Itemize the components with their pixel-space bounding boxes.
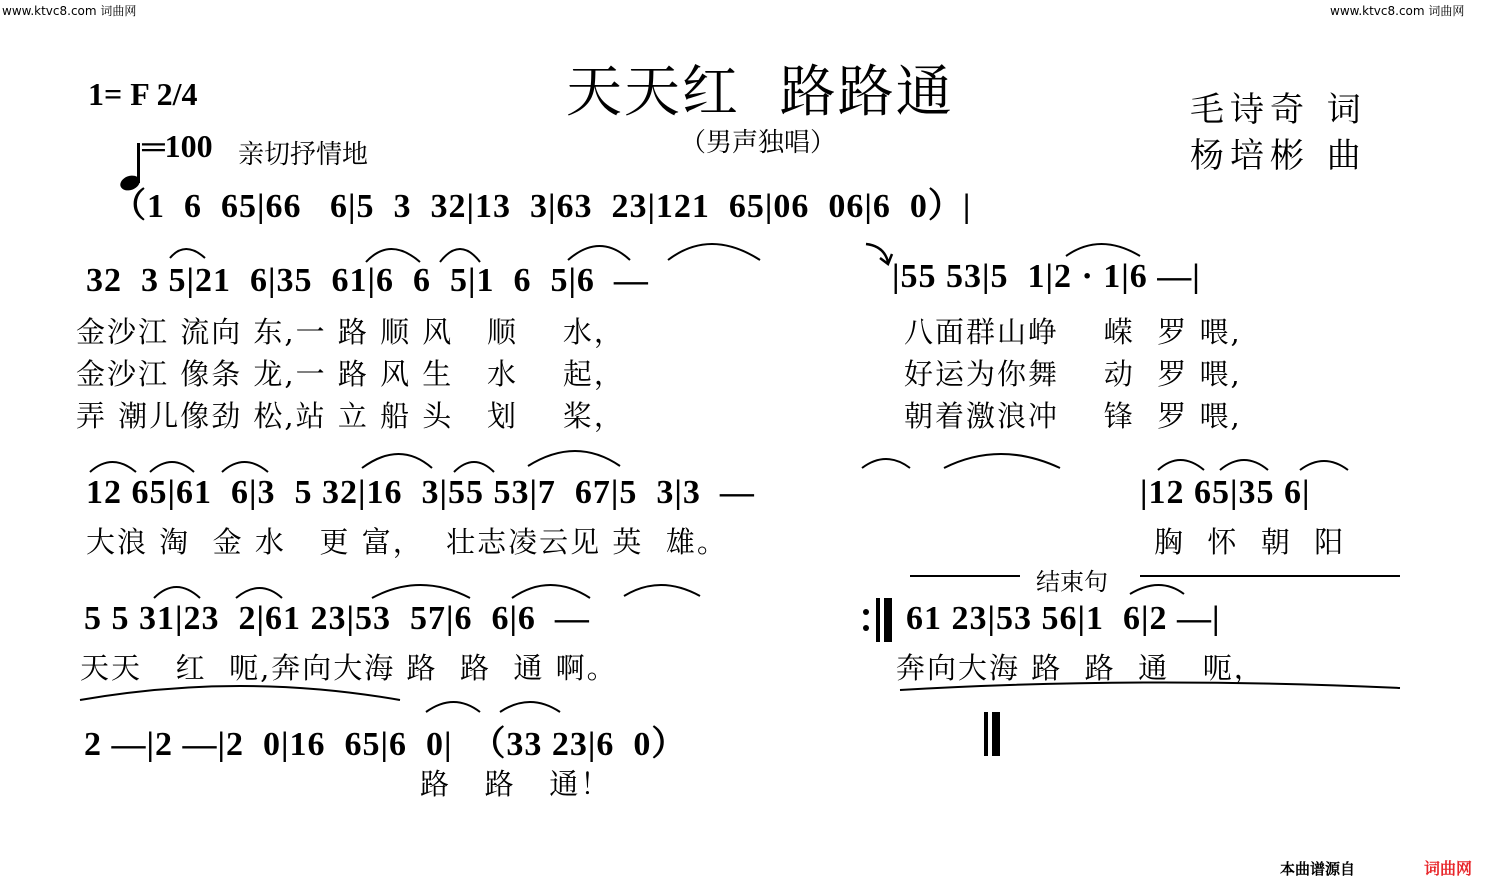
slur-mark bbox=[150, 462, 194, 472]
slur-mark bbox=[862, 459, 910, 468]
slur-mark bbox=[1300, 461, 1348, 470]
ending-label: 结束句 bbox=[1036, 568, 1108, 596]
lyricist-credit: 毛诗奇 词 bbox=[1190, 90, 1367, 130]
slur-mark bbox=[500, 702, 560, 712]
lyric-line-4b: 奔向大海 路 路 通 呃， bbox=[896, 651, 1265, 685]
slur-mark bbox=[454, 462, 494, 472]
score-line-5: 2 —|2 —|2 0|16 65|6 0| （33 23|6 0） bbox=[84, 726, 687, 763]
barline bbox=[884, 598, 892, 642]
slur-mark bbox=[80, 686, 400, 700]
slur-mark bbox=[624, 585, 700, 596]
song-title: 天天红 路路通 bbox=[566, 60, 954, 125]
song-subtitle: （男声独唱） bbox=[680, 128, 837, 158]
slur-mark bbox=[1220, 460, 1268, 470]
footer-brand: 词曲网 bbox=[1424, 859, 1473, 878]
slur-mark bbox=[668, 244, 760, 260]
slur-mark bbox=[900, 682, 1400, 690]
slur-mark bbox=[426, 702, 480, 712]
slur-mark bbox=[1066, 244, 1140, 256]
lyric-verse-2a: 金沙江 像条 龙,一 路 风 生 水 起， bbox=[76, 357, 625, 391]
score-line-3: 12 65|61 6|3 5 32|16 3|55 53|7 67|5 3|3 — bbox=[86, 474, 755, 511]
barline bbox=[992, 712, 1000, 756]
repeat-dot bbox=[863, 609, 869, 615]
watermark-left: www.ktvc8.com 词曲网 bbox=[2, 4, 137, 18]
slur-mark bbox=[512, 585, 590, 598]
score-line-3b: |12 65|35 6| bbox=[1140, 474, 1311, 511]
tempo-value: ═100 bbox=[142, 128, 213, 164]
slur-mark bbox=[944, 454, 1060, 468]
slur-mark bbox=[1130, 585, 1184, 594]
lyric-verse-1a: 金沙江 流向 东,一 路 顺 风 顺 水， bbox=[76, 315, 625, 349]
lyric-verse-3a: 弄 潮儿像劲 松,站 立 船 头 划 桨， bbox=[76, 399, 625, 433]
expression-mark: 亲切抒情地 bbox=[238, 140, 369, 170]
lyric-line-3: 大浪 淘 金 水 更 富， 壮志凌云见 英 雄。 bbox=[86, 525, 728, 559]
slur-mark bbox=[222, 462, 268, 472]
lyric-verse-2b: 好运为你舞 动 罗 喂, bbox=[904, 357, 1242, 391]
slur-mark bbox=[372, 585, 470, 598]
barline bbox=[984, 712, 988, 756]
lyric-line-5: 路 路 通！ bbox=[420, 767, 612, 801]
slur-mark bbox=[154, 587, 200, 598]
score-line-4: 5 5 31|23 2|61 23|53 57|6 6|6 — bbox=[84, 600, 590, 637]
slur-mark bbox=[236, 588, 282, 598]
slur-mark bbox=[528, 451, 620, 466]
slur-mark bbox=[90, 462, 136, 472]
lyric-line-4: 天天 红 呃,奔向大海 路 路 通 啊。 bbox=[80, 651, 618, 685]
slur-mark bbox=[366, 249, 420, 262]
slur-mark bbox=[568, 246, 630, 260]
repeat-dot bbox=[863, 625, 869, 631]
score-line-4b: 61 23|53 56|1 6|2 —| bbox=[906, 600, 1221, 637]
slur-mark bbox=[1158, 460, 1204, 470]
lyric-verse-3b: 朝着激浪冲 锋 罗 喂, bbox=[904, 399, 1242, 433]
watermark-right: www.ktvc8.com 词曲网 bbox=[1330, 4, 1465, 18]
arrow-mark bbox=[866, 244, 888, 262]
score-line-2b: |55 53|5 1|2 · 1|6 —| bbox=[892, 258, 1201, 295]
key-signature: 1= F 2/4 bbox=[88, 76, 198, 112]
slur-mark bbox=[170, 249, 205, 258]
slur-mark bbox=[440, 249, 480, 262]
lyric-verse-1b: 八面群山峥 嵘 罗 喂, bbox=[904, 315, 1242, 349]
footer-source: 本曲谱源自 bbox=[1280, 860, 1356, 878]
score-line-2: 32 3 5|21 6|35 61|6 6 5|1 6 5|6 — bbox=[86, 262, 649, 299]
slur-mark bbox=[362, 454, 432, 468]
score-intro: （1 6 65|66 6|5 3 32|13 3|63 23|121 65|06 06|6 0）| bbox=[112, 188, 972, 225]
composer-credit: 杨培彬 曲 bbox=[1190, 136, 1367, 176]
barline bbox=[876, 598, 880, 642]
lyric-line-3b: 胸 怀 朝 阳 bbox=[1154, 525, 1346, 559]
